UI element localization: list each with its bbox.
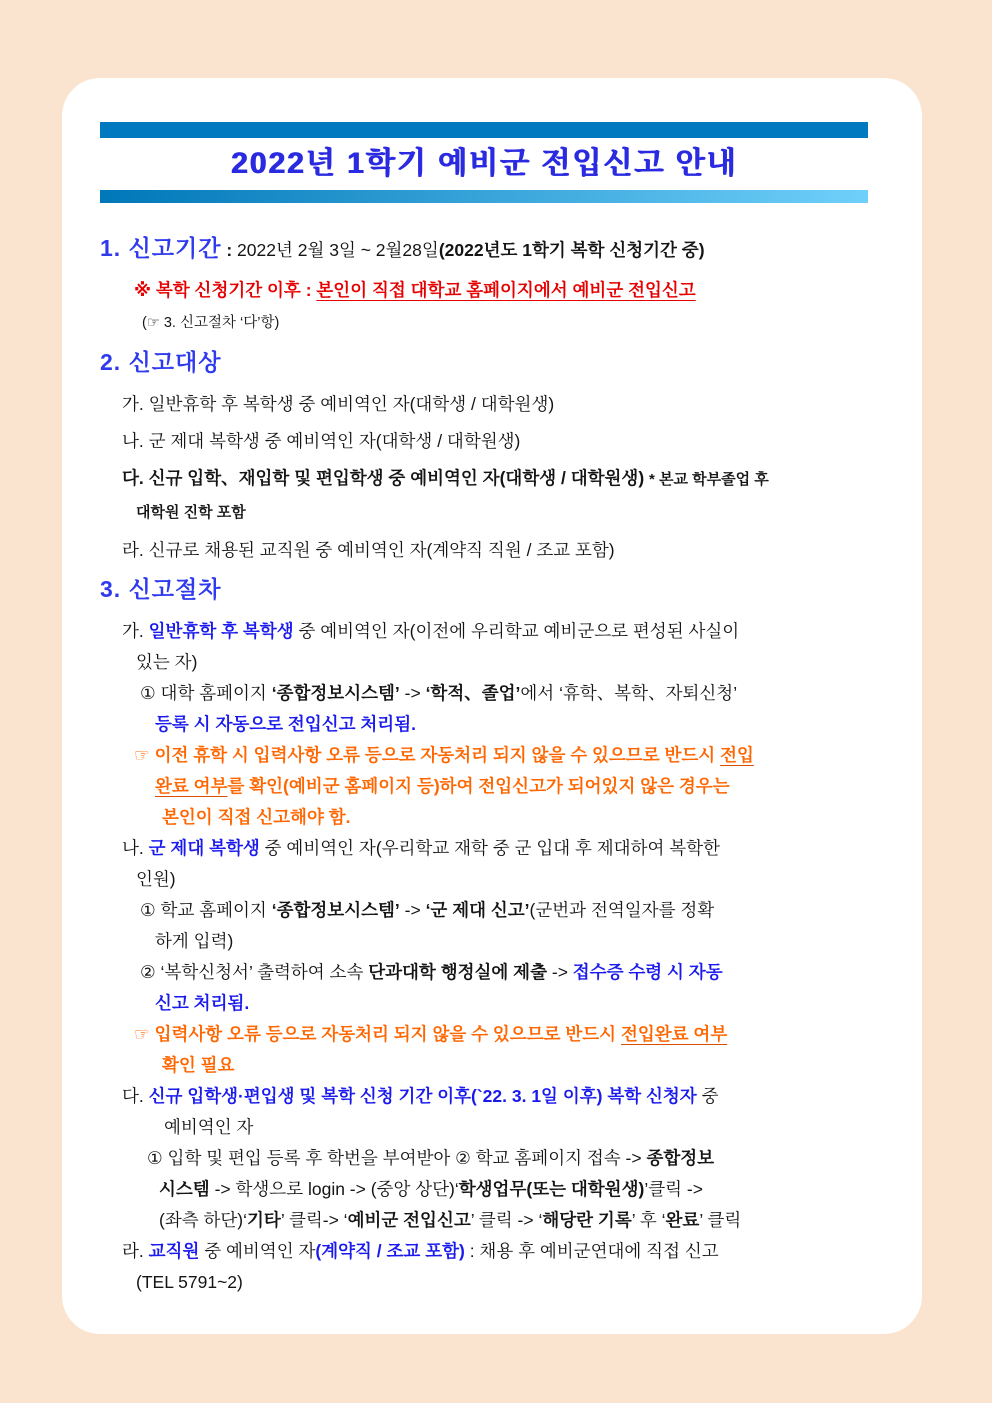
title-bar-bottom xyxy=(100,190,868,203)
proc-ga-note-cont2 xyxy=(100,803,884,831)
section3-heading xyxy=(100,572,884,608)
text-segment: 라. 신규로 채용된 교직원 중 예비역인 자(계약직 직원 / 조교 포함) xyxy=(122,540,615,560)
text-segment: 본인이 직접 신고해야 함. xyxy=(162,807,351,827)
text-segment: -> 학생으로 login -> (중앙 상단)‘ xyxy=(209,1179,459,1199)
text-segment: 2. 신고대상 xyxy=(100,349,222,375)
text-segment: ’ 후 ‘ xyxy=(631,1210,666,1230)
text-segment: 군 제대 복학생 xyxy=(148,838,260,858)
text-segment: 시스템 xyxy=(159,1179,210,1199)
proc-na-step1-cont xyxy=(100,927,884,955)
text-segment: (계약직 / 조교 포함) xyxy=(315,1241,465,1261)
text-segment: 예비역인 자 xyxy=(164,1117,254,1137)
target-item-ga xyxy=(100,390,884,418)
text-segment: 인원) xyxy=(136,869,176,889)
proc-na-note xyxy=(100,1020,884,1048)
text-segment: 예비군 전입신고 xyxy=(347,1210,471,1230)
text-segment: 신고 처리됨. xyxy=(155,993,250,1013)
text-segment: 전입 xyxy=(720,745,754,765)
text-segment: ‘종합정보시스템’ xyxy=(271,900,400,920)
text-segment: 3. 신고절차 xyxy=(100,576,222,602)
proc-na-step2-cont xyxy=(100,989,884,1017)
page-title: 2022년 1학기 예비군 전입신고 안내 xyxy=(230,147,738,180)
text-segment: ※ 복학 신청기간 이후 : xyxy=(134,280,317,300)
text-segment: ’클릭 -> xyxy=(644,1179,703,1199)
text-segment: 완료 xyxy=(665,1210,700,1230)
text-segment: ② ‘복학신청서’ 출력하여 소속 xyxy=(140,962,369,982)
text-segment: 본인이 직접 대학교 홈페이지에서 예비군 전입신고 xyxy=(316,280,696,300)
section2-heading xyxy=(100,345,884,381)
target-item-da-cont xyxy=(100,497,884,527)
text-segment: 전입완료 여부 xyxy=(620,1024,728,1044)
proc-da-step1 xyxy=(100,1144,884,1172)
text-segment: -> xyxy=(547,962,573,982)
text-segment: 등록 시 자동으로 전입신고 처리됨. xyxy=(155,714,416,734)
text-segment: 중 예비역인 자(이전에 우리학교 예비군으로 편성된 사실이 xyxy=(293,621,740,641)
text-segment: 있는 자) xyxy=(136,652,198,672)
proc-da-step1-cont1 xyxy=(100,1175,884,1203)
text-segment: 2022년 2월 3일 ~ 2월28일 xyxy=(237,240,439,260)
text-segment: ’ 클릭-> ‘ xyxy=(280,1210,348,1230)
text-segment: 신규 입학생·편입생 및 복학 신청 기간 이후(`22. 3. 1일 이후) 복학 신청자 xyxy=(148,1086,697,1106)
text-segment: ① 입학 및 편입 등록 후 학번을 부여받아 ② 학교 홈페이지 접속 -> xyxy=(147,1148,647,1168)
proc-ga-step1-cont xyxy=(100,710,884,738)
text-segment: 중 xyxy=(696,1086,719,1106)
text-segment: ① 학교 홈페이지 xyxy=(140,900,272,920)
proc-na-step2 xyxy=(100,958,884,986)
text-segment: (좌측 하단)‘ xyxy=(159,1210,248,1230)
text-segment: * 본교 학부졸업 후 xyxy=(649,471,769,488)
text-segment: ‘학적、졸업’ xyxy=(425,683,521,703)
text-segment: 를 확인(예비군 홈페이지 등)하여 전입신고가 되어있지 않은 경우는 xyxy=(227,776,730,796)
text-segment: 라. xyxy=(122,1241,149,1261)
text-segment: 접수증 수령 시 자동 xyxy=(572,962,723,982)
target-item-ra xyxy=(100,536,884,564)
text-segment: 종합정보 xyxy=(646,1148,715,1168)
text-segment: : xyxy=(221,240,238,260)
proc-ga-note-cont1 xyxy=(100,772,884,800)
text-segment: ① 대학 홈페이지 xyxy=(140,683,272,703)
text-segment: 이전 휴학 시 입력사항 오류 등으로 자동처리 되지 않을 수 있으므로 반드시 xyxy=(154,745,721,765)
proc-ra-cont xyxy=(100,1268,884,1296)
text-segment: (군번과 전역일자를 정확 xyxy=(529,900,715,920)
title-bar-top xyxy=(100,122,868,138)
proc-ra xyxy=(100,1237,884,1265)
text-segment: 일반휴학 후 복학생 xyxy=(148,621,294,641)
text-segment: (☞ 3. 신고절차 ‘다’항) xyxy=(142,315,280,331)
proc-ga-cont xyxy=(100,648,884,676)
text-segment: -> xyxy=(399,900,426,920)
text-segment: ’ 클릭 xyxy=(699,1210,742,1230)
proc-ga-note xyxy=(100,741,884,769)
text-segment: 가. 일반휴학 후 복학생 중 예비역인 자(대학생 / 대학원생) xyxy=(122,394,555,414)
proc-da xyxy=(100,1082,884,1110)
text-segment: 나. 군 제대 복학생 중 예비역인 자(대학생 / 대학원생) xyxy=(122,431,521,451)
text-segment: 해당란 기록 xyxy=(542,1210,632,1230)
text-segment: (2022년도 1학기 복학 신청기간 중) xyxy=(438,240,705,260)
text-segment: 교직원 xyxy=(148,1241,200,1261)
text-segment: ☞ xyxy=(134,1024,155,1044)
text-segment: ☞ xyxy=(134,745,155,765)
text-segment: 완료 여부 xyxy=(155,776,228,796)
proc-ga xyxy=(100,617,884,645)
text-segment: 단과대학 행정실에 제출 xyxy=(368,962,547,982)
notice-panel xyxy=(62,78,922,1334)
text-segment: : 채용 후 예비군연대에 직접 신고 xyxy=(464,1241,719,1261)
text-segment: 가. xyxy=(122,621,149,641)
text-segment: 하게 입력) xyxy=(155,931,234,951)
text-segment: 다. xyxy=(122,1086,149,1106)
restore-period-warning xyxy=(100,276,884,304)
target-item-da xyxy=(100,464,884,494)
text-segment: (TEL 5791~2) xyxy=(136,1272,243,1292)
proc-na-step1 xyxy=(100,896,884,924)
proc-na-cont xyxy=(100,865,884,893)
proc-na xyxy=(100,834,884,862)
proc-na-note-cont xyxy=(100,1051,884,1079)
text-segment: ‘종합정보시스템’ xyxy=(271,683,400,703)
text-segment: 에서 ‘휴학、복학、자퇴신청’ xyxy=(520,683,738,703)
text-segment: 확인 필요 xyxy=(162,1055,235,1075)
target-item-na xyxy=(100,427,884,455)
text-segment: ‘군 제대 신고’ xyxy=(425,900,530,920)
text-segment: -> xyxy=(399,683,426,703)
text-segment: 입력사항 오류 등으로 자동처리 되지 않을 수 있으므로 반드시 xyxy=(154,1024,621,1044)
content-blocks xyxy=(100,231,884,1296)
text-segment: 학생업무(또는 대학원생) xyxy=(458,1179,645,1199)
proc-da-step1-cont2 xyxy=(100,1206,884,1234)
text-segment: 대학원 진학 포함 xyxy=(136,504,246,521)
text-segment: 중 예비역인 자(우리학교 재학 중 군 입대 후 제대하여 복학한 xyxy=(259,838,720,858)
text-segment: 중 예비역인 자 xyxy=(199,1241,316,1261)
section1-heading xyxy=(100,231,884,267)
text-segment: 다. 신규 입학、재입학 및 편입학생 중 예비역인 자(대학생 / 대학원생) xyxy=(122,468,650,488)
reference-note xyxy=(100,307,884,337)
text-segment: 1. 신고기간 xyxy=(100,235,222,261)
text-segment: 나. xyxy=(122,838,149,858)
proc-da-cont xyxy=(100,1113,884,1141)
text-segment: ’ 클릭 -> ‘ xyxy=(470,1210,543,1230)
text-segment: 기타 xyxy=(247,1210,281,1230)
proc-ga-step1 xyxy=(100,679,884,707)
